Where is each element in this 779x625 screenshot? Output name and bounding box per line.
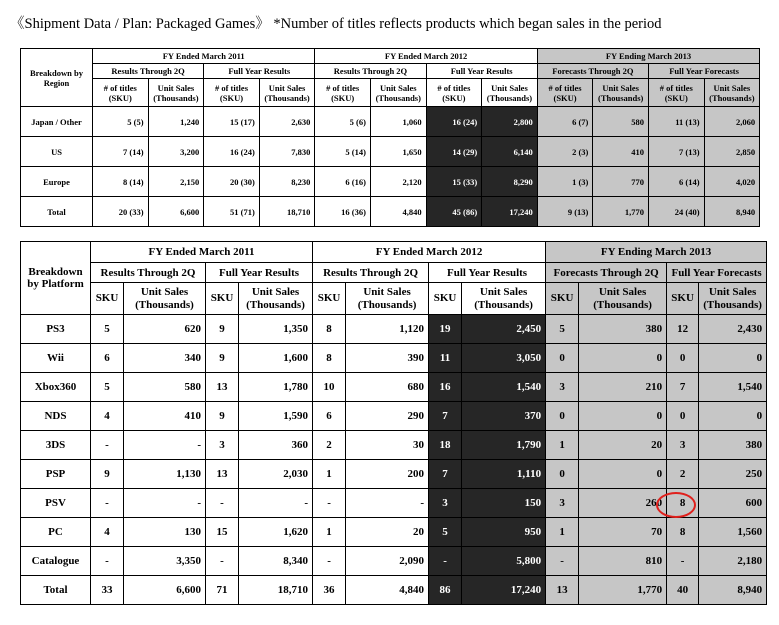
table-cell: 250 [699, 460, 767, 489]
table-cell: 1,790 [462, 431, 546, 460]
table-cell: 2,180 [699, 547, 767, 576]
table-cell: - [239, 489, 313, 518]
table-cell: 3 [546, 373, 579, 402]
table-cell: 17,240 [462, 576, 546, 605]
table-cell: 5 [546, 315, 579, 344]
table-cell: 19 [429, 315, 462, 344]
unit-sales-column-header: Unit Sales (Thousands) [699, 283, 767, 315]
titles-sku-column-header: # of titles (SKU) [315, 79, 371, 107]
table-cell: 4,840 [346, 576, 429, 605]
table-row [21, 315, 767, 344]
table-cell: 6,600 [148, 197, 204, 227]
table-cell: 5 [429, 518, 462, 547]
table-cell: 1 (3) [537, 167, 593, 197]
titles-sku-column-header: # of titles (SKU) [93, 79, 149, 107]
table-cell: 390 [346, 344, 429, 373]
table-cell: 16 (24) [426, 107, 482, 137]
table-cell: 8 [313, 344, 346, 373]
table-cell: 13 [206, 373, 239, 402]
table-cell: 1,130 [124, 460, 206, 489]
unit-sales-column-header: Unit Sales (Thousands) [462, 283, 546, 315]
table-cell: 410 [593, 137, 649, 167]
region-breakdown-table [20, 48, 760, 227]
table-cell: 6 (14) [648, 167, 704, 197]
table-cell: 370 [462, 402, 546, 431]
period-header: Results Through 2Q [91, 263, 206, 283]
fy-header: FY Ended March 2012 [313, 242, 546, 263]
table-cell: 680 [346, 373, 429, 402]
table-cell: 2,850 [704, 137, 760, 167]
table-row [21, 373, 767, 402]
sku-column-header: SKU [667, 283, 699, 315]
period-header: Full Year Results [206, 263, 313, 283]
table-cell: - [91, 547, 124, 576]
table-cell: 5 (6) [315, 107, 371, 137]
titles-sku-column-header: # of titles (SKU) [648, 79, 704, 107]
table-cell: 8,940 [699, 576, 767, 605]
table-cell: 7 [667, 373, 699, 402]
table-cell: 1,770 [593, 197, 649, 227]
table-cell: - [346, 489, 429, 518]
table-cell: 0 [546, 402, 579, 431]
row-label: NDS [21, 402, 91, 431]
unit-sales-column-header: Unit Sales (Thousands) [593, 79, 649, 107]
period-header: Full Year Results [426, 64, 537, 79]
fy-header: FY Ending March 2013 [546, 242, 767, 263]
row-label: Europe [21, 167, 93, 197]
sku-column-header: SKU [546, 283, 579, 315]
table-cell: 2 (3) [537, 137, 593, 167]
table-cell: 1 [546, 518, 579, 547]
table-row [21, 167, 760, 197]
table-row [21, 518, 767, 547]
table-cell: 0 [667, 344, 699, 373]
fy-header: FY Ended March 2011 [91, 242, 313, 263]
table-cell: 2 [667, 460, 699, 489]
page-caption: 《Shipment Data / Plan: Packaged Games》 *Number of titles reflects products which began sales in the period [10, 16, 662, 32]
table-cell: 18,710 [259, 197, 315, 227]
table-cell: - [313, 489, 346, 518]
table-cell: 5 (5) [93, 107, 149, 137]
table-cell: 11 (13) [648, 107, 704, 137]
table-cell: 71 [206, 576, 239, 605]
table-cell: 3 [429, 489, 462, 518]
table-cell: 0 [667, 402, 699, 431]
period-header: Full Year Results [204, 64, 315, 79]
table-cell: 5 [91, 315, 124, 344]
sku-column-header: SKU [429, 283, 462, 315]
table-cell: 8,230 [259, 167, 315, 197]
period-header: Forecasts Through 2Q [537, 64, 648, 79]
table-cell: 9 [206, 315, 239, 344]
table-cell: 3,050 [462, 344, 546, 373]
region-corner-label: Breakdown by Region [21, 49, 93, 107]
table-cell: 17,240 [482, 197, 538, 227]
table-cell: 1,240 [148, 107, 204, 137]
fy-header: FY Ending March 2013 [537, 49, 759, 64]
table-cell: 580 [124, 373, 206, 402]
table-cell: 7 [429, 402, 462, 431]
table-cell: 1,650 [370, 137, 426, 167]
table-cell: - [91, 431, 124, 460]
table-cell: 600 [699, 489, 767, 518]
unit-sales-column-header: Unit Sales (Thousands) [579, 283, 667, 315]
table-cell: 18,710 [239, 576, 313, 605]
table-cell: 950 [462, 518, 546, 547]
table-cell: 0 [699, 402, 767, 431]
table-cell: 7,830 [259, 137, 315, 167]
unit-sales-column-header: Unit Sales (Thousands) [482, 79, 538, 107]
period-header: Results Through 2Q [315, 64, 426, 79]
table-cell: 1,120 [346, 315, 429, 344]
table-cell: 6 [313, 402, 346, 431]
table-cell: 11 [429, 344, 462, 373]
table-cell: 20 (33) [93, 197, 149, 227]
row-label: PS3 [21, 315, 91, 344]
table-cell: - [429, 547, 462, 576]
unit-sales-column-header: Unit Sales (Thousands) [148, 79, 204, 107]
table-cell: 2,430 [699, 315, 767, 344]
table-cell: 6,600 [124, 576, 206, 605]
table-cell: - [206, 547, 239, 576]
table-cell: 4 [91, 402, 124, 431]
table-cell: 8,290 [482, 167, 538, 197]
table-cell: 0 [546, 460, 579, 489]
table-cell: 1,350 [239, 315, 313, 344]
table-cell: 1,110 [462, 460, 546, 489]
platform-breakdown-table [20, 241, 767, 605]
table-cell: 86 [429, 576, 462, 605]
table-cell: 360 [239, 431, 313, 460]
table-cell: - [206, 489, 239, 518]
table-cell: 810 [579, 547, 667, 576]
table-cell: 18 [429, 431, 462, 460]
table-cell: 3,350 [124, 547, 206, 576]
table-cell: - [124, 431, 206, 460]
table-cell: 9 [206, 402, 239, 431]
table-cell: 16 [429, 373, 462, 402]
table-cell: 20 [579, 431, 667, 460]
table-cell: 580 [593, 107, 649, 137]
table-cell: 770 [593, 167, 649, 197]
table-cell: 200 [346, 460, 429, 489]
table-cell: 20 (30) [204, 167, 260, 197]
row-label: Japan / Other [21, 107, 93, 137]
table-cell: 4,840 [370, 197, 426, 227]
table-cell: 6 [91, 344, 124, 373]
table-cell: 0 [579, 344, 667, 373]
period-header: Full Year Forecasts [667, 263, 767, 283]
period-header: Forecasts Through 2Q [546, 263, 667, 283]
table-cell: 5,800 [462, 547, 546, 576]
table-cell: 20 [346, 518, 429, 547]
table-cell: 2,630 [259, 107, 315, 137]
table-cell: 0 [579, 460, 667, 489]
unit-sales-column-header: Unit Sales (Thousands) [259, 79, 315, 107]
period-header: Full Year Forecasts [648, 64, 759, 79]
table-cell: 7 (14) [93, 137, 149, 167]
table-cell: 2,060 [704, 107, 760, 137]
table-cell: 8 (14) [93, 167, 149, 197]
table-cell: 8 [313, 315, 346, 344]
table-row [21, 547, 767, 576]
row-label: 3DS [21, 431, 91, 460]
unit-sales-column-header: Unit Sales (Thousands) [346, 283, 429, 315]
unit-sales-column-header: Unit Sales (Thousands) [239, 283, 313, 315]
table-cell: - [546, 547, 579, 576]
row-label: Wii [21, 344, 91, 373]
table-cell: 0 [699, 344, 767, 373]
table-cell: 2,450 [462, 315, 546, 344]
table-cell: 40 [667, 576, 699, 605]
table-cell: 5 (14) [315, 137, 371, 167]
table-cell: 33 [91, 576, 124, 605]
table-cell: 1,060 [370, 107, 426, 137]
table-cell: 260 [579, 489, 667, 518]
annotation-circle [656, 492, 696, 518]
sku-column-header: SKU [313, 283, 346, 315]
unit-sales-column-header: Unit Sales (Thousands) [370, 79, 426, 107]
table-cell: 4,020 [704, 167, 760, 197]
table-cell: 410 [124, 402, 206, 431]
table-cell: 8 [667, 489, 699, 518]
table-cell: 15 (33) [426, 167, 482, 197]
table-row [21, 402, 767, 431]
table-cell: 3,200 [148, 137, 204, 167]
platform-corner-label: Breakdown by Platform [21, 242, 91, 315]
table-row [21, 197, 760, 227]
table-row [21, 344, 767, 373]
table-cell: 3 [206, 431, 239, 460]
table-cell: 1,560 [699, 518, 767, 547]
table-cell: 1,770 [579, 576, 667, 605]
table-cell: 16 (36) [315, 197, 371, 227]
table-cell: 380 [699, 431, 767, 460]
fy-header: FY Ended March 2011 [93, 49, 315, 64]
row-label: Catalogue [21, 547, 91, 576]
table-cell: 340 [124, 344, 206, 373]
fy-header: FY Ended March 2012 [315, 49, 537, 64]
table-cell: 1 [546, 431, 579, 460]
period-header: Full Year Results [429, 263, 546, 283]
row-label: Total [21, 197, 93, 227]
table-cell: 10 [313, 373, 346, 402]
row-label: PSV [21, 489, 91, 518]
titles-sku-column-header: # of titles (SKU) [426, 79, 482, 107]
table-cell: 2,800 [482, 107, 538, 137]
table-cell: 0 [546, 344, 579, 373]
table-cell: 380 [579, 315, 667, 344]
table-cell: 2,030 [239, 460, 313, 489]
row-label: Total [21, 576, 91, 605]
table-cell: 7 [429, 460, 462, 489]
period-header: Results Through 2Q [313, 263, 429, 283]
table-cell: 0 [579, 402, 667, 431]
table-cell: 130 [124, 518, 206, 547]
table-cell: - [91, 489, 124, 518]
row-label: US [21, 137, 93, 167]
table-row [21, 489, 767, 518]
table-cell: 150 [462, 489, 546, 518]
table-cell: 6,140 [482, 137, 538, 167]
table-cell: 1,620 [239, 518, 313, 547]
row-label: Xbox360 [21, 373, 91, 402]
table-cell: 2,150 [148, 167, 204, 197]
sku-column-header: SKU [91, 283, 124, 315]
table-cell: 3 [546, 489, 579, 518]
table-cell: 6 (7) [537, 107, 593, 137]
table-cell: - [667, 547, 699, 576]
table-cell: 15 (17) [204, 107, 260, 137]
table-cell: 1,540 [699, 373, 767, 402]
table-cell: 6 (16) [315, 167, 371, 197]
table-cell: 24 (40) [648, 197, 704, 227]
table-cell: 3 [667, 431, 699, 460]
table-cell: 15 [206, 518, 239, 547]
table-cell: 9 (13) [537, 197, 593, 227]
table-row [21, 576, 767, 605]
table-row [21, 431, 767, 460]
table-cell: 13 [546, 576, 579, 605]
titles-sku-column-header: # of titles (SKU) [204, 79, 260, 107]
table-cell: 2 [313, 431, 346, 460]
table-cell: 9 [206, 344, 239, 373]
unit-sales-column-header: Unit Sales (Thousands) [704, 79, 760, 107]
table-cell: 51 (71) [204, 197, 260, 227]
table-cell: 13 [206, 460, 239, 489]
table-cell: 70 [579, 518, 667, 547]
table-cell: - [124, 489, 206, 518]
table-cell: 1,590 [239, 402, 313, 431]
table-cell: 2,120 [370, 167, 426, 197]
table-row [21, 460, 767, 489]
table-cell: 5 [91, 373, 124, 402]
table-cell: 8,340 [239, 547, 313, 576]
table-cell: 4 [91, 518, 124, 547]
table-cell: - [313, 547, 346, 576]
table-cell: 36 [313, 576, 346, 605]
row-label: PC [21, 518, 91, 547]
titles-sku-column-header: # of titles (SKU) [537, 79, 593, 107]
table-cell: 9 [91, 460, 124, 489]
sku-column-header: SKU [206, 283, 239, 315]
table-cell: 1,540 [462, 373, 546, 402]
table-cell: 8,940 [704, 197, 760, 227]
table-cell: 14 (29) [426, 137, 482, 167]
table-cell: 45 (86) [426, 197, 482, 227]
table-cell: 7 (13) [648, 137, 704, 167]
table-cell: 30 [346, 431, 429, 460]
table-cell: 1 [313, 518, 346, 547]
unit-sales-column-header: Unit Sales (Thousands) [124, 283, 206, 315]
table-cell: 8 [667, 518, 699, 547]
table-cell: 290 [346, 402, 429, 431]
table-row [21, 107, 760, 137]
table-cell: 210 [579, 373, 667, 402]
table-cell: 1 [313, 460, 346, 489]
table-cell: 1,600 [239, 344, 313, 373]
table-cell: 1,780 [239, 373, 313, 402]
table-cell: 16 (24) [204, 137, 260, 167]
table-cell: 12 [667, 315, 699, 344]
table-cell: 620 [124, 315, 206, 344]
table-row [21, 137, 760, 167]
row-label: PSP [21, 460, 91, 489]
table-cell: 2,090 [346, 547, 429, 576]
period-header: Results Through 2Q [93, 64, 204, 79]
